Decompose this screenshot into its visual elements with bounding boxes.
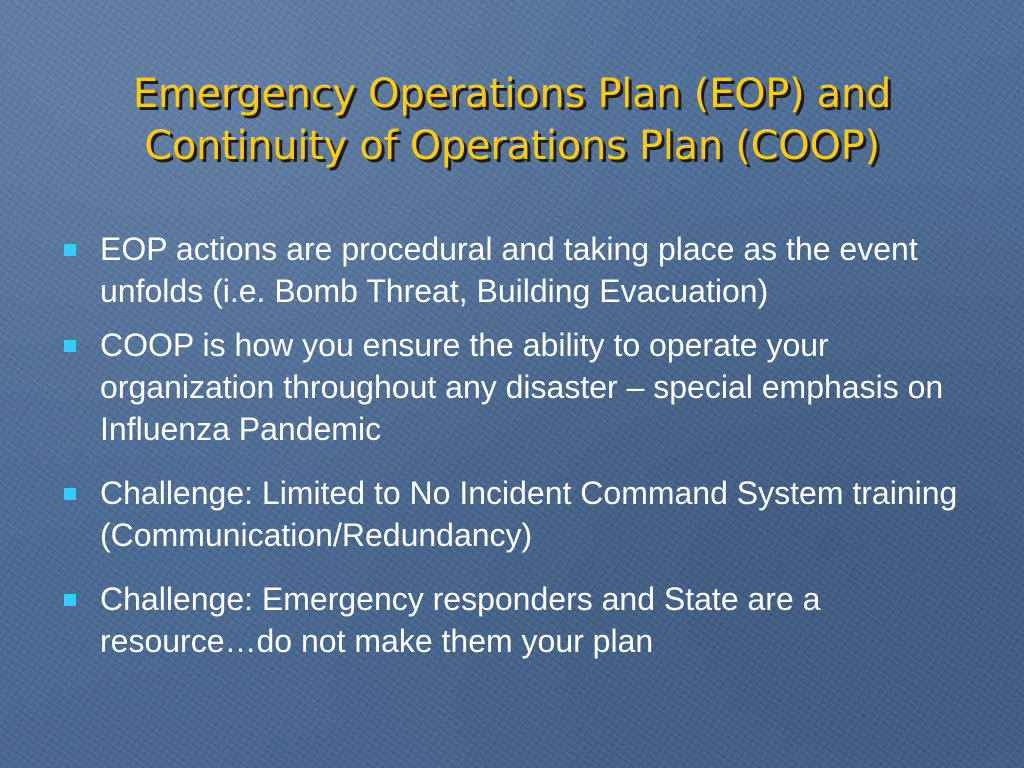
slide-title-line-1: Emergency Operations Plan (EOP) and <box>132 71 892 117</box>
square-bullet-icon <box>64 340 76 352</box>
slide-title <box>40 68 984 172</box>
bullet-text: Challenge: Limited to No Incident Command System training (Communication/Redundancy) <box>100 475 958 553</box>
bullet-text: COOP is how you ensure the ability to operate your organization throughout any disaster – special emphasis on Influenza Pandemic <box>100 327 944 447</box>
bullet-item <box>62 324 962 450</box>
square-bullet-icon <box>64 488 76 500</box>
bullet-item <box>62 472 962 556</box>
bullet-item <box>62 228 962 312</box>
bullet-text: EOP actions are procedural and taking place as the event unfolds (i.e. Bomb Threat, Building Evacuation) <box>100 231 918 309</box>
bullet-item <box>62 578 962 662</box>
bullet-text: Challenge: Emergency responders and State are a resource…do not make them your plan <box>100 581 821 659</box>
square-bullet-icon <box>64 244 76 256</box>
slide-title-line-2: Continuity of Operations Plan (COOP) <box>144 123 880 169</box>
square-bullet-icon <box>64 594 76 606</box>
bullet-list <box>62 228 962 662</box>
